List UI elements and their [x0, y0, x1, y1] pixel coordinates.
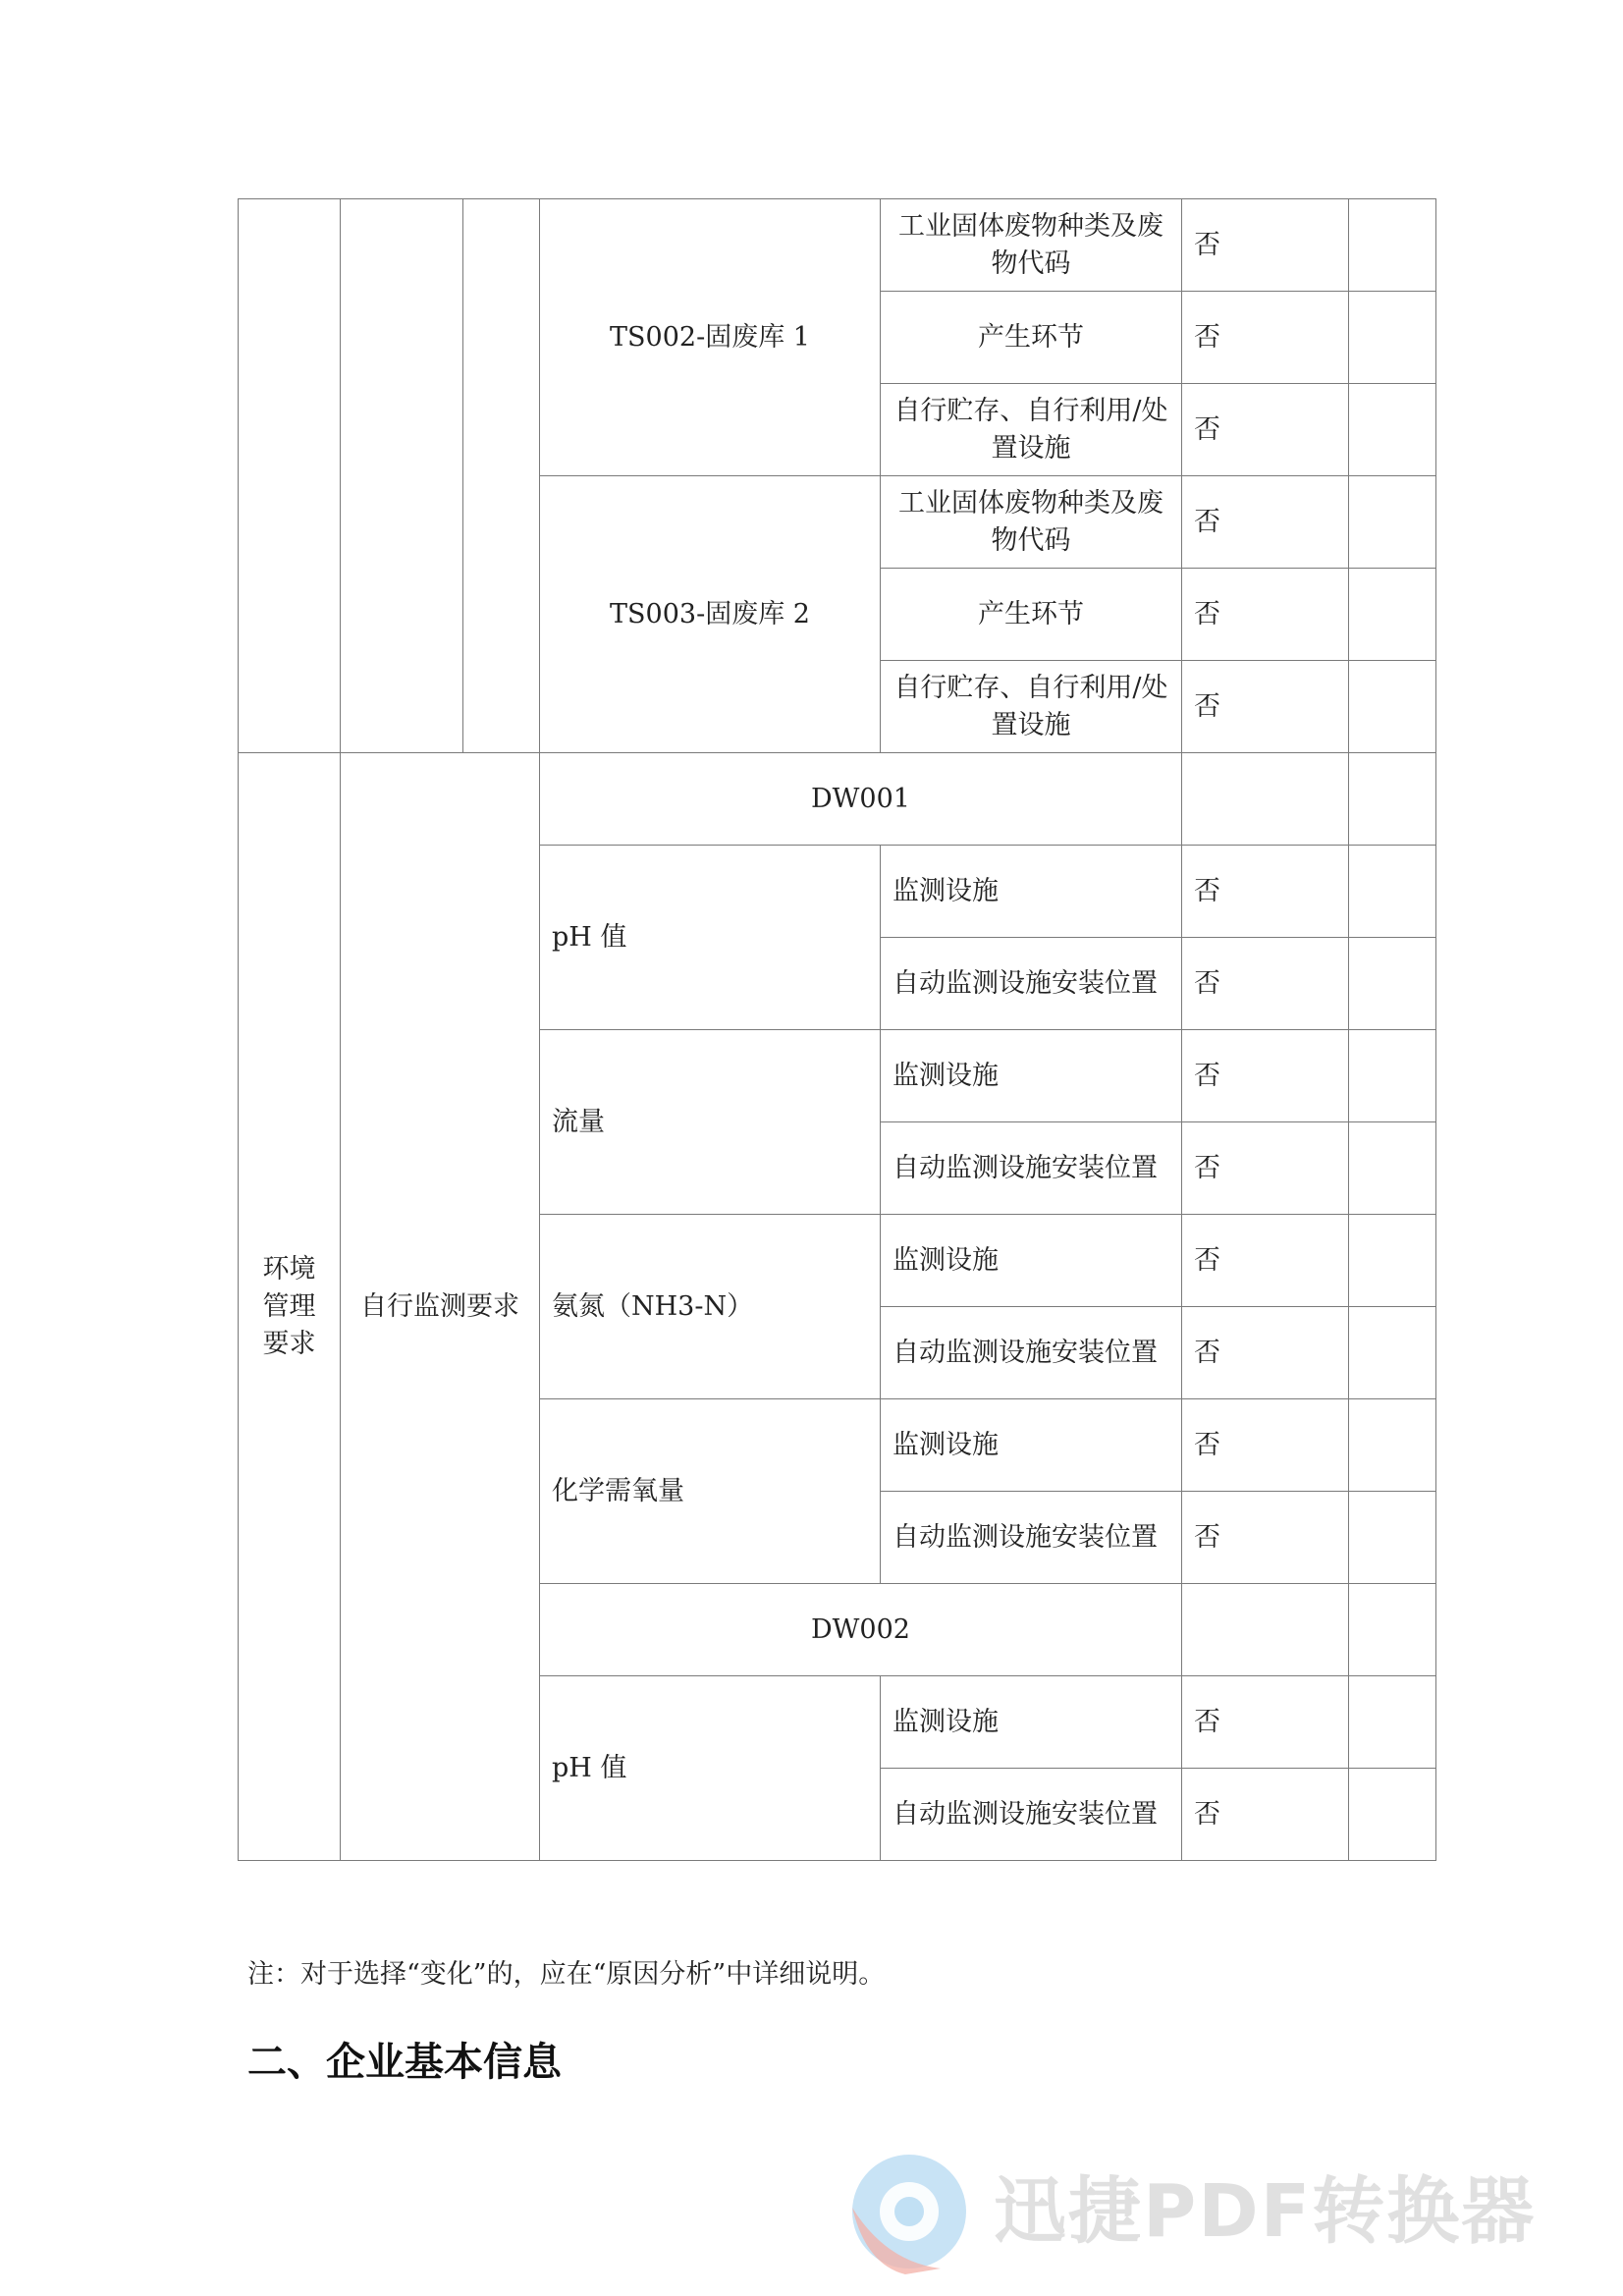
change-value: 否: [1182, 476, 1349, 569]
parameter-name: 流量: [540, 1030, 881, 1215]
parameter-name: 化学需氧量: [540, 1399, 881, 1584]
change-value: 否: [1182, 384, 1349, 476]
change-value: 否: [1182, 1122, 1349, 1215]
empty-cell: [463, 199, 540, 753]
empty-cell: [1349, 1307, 1436, 1399]
empty-cell: [1349, 1122, 1436, 1215]
category-cell: 环境管理要求: [239, 753, 341, 1861]
change-value: 否: [1182, 1030, 1349, 1122]
item-label: 自动监测设施安装位置: [881, 938, 1182, 1030]
change-value: 否: [1182, 846, 1349, 938]
empty-cell: [1349, 1584, 1436, 1676]
parameter-name: pH 值: [540, 846, 881, 1030]
outlet-id: DW001: [540, 753, 1182, 846]
empty-cell: [1349, 1492, 1436, 1584]
outlet-id: DW002: [540, 1584, 1182, 1676]
item-label: 工业固体废物种类及废物代码: [881, 199, 1182, 292]
empty-cell: [1182, 753, 1349, 846]
section-heading: 二、企业基本信息: [247, 2040, 562, 2085]
change-value: 否: [1182, 1769, 1349, 1861]
change-value: 否: [1182, 1676, 1349, 1769]
item-label: 产生环节: [881, 292, 1182, 384]
table-row: [239, 199, 1436, 292]
extra-cell: [1349, 384, 1436, 476]
change-value: 否: [1182, 661, 1349, 753]
extra-cell: [1349, 292, 1436, 384]
item-label: 监测设施: [881, 1676, 1182, 1769]
empty-cell: [1182, 1584, 1349, 1676]
extra-cell: [1349, 476, 1436, 569]
extra-cell: [1349, 661, 1436, 753]
comparison-table: [238, 198, 1436, 1861]
empty-cell: [1349, 1399, 1436, 1492]
change-value: 否: [1182, 938, 1349, 1030]
table-note: 注：对于选择“变化”的，应在“原因分析”中详细说明。: [247, 1959, 886, 1990]
empty-cell: [1349, 1676, 1436, 1769]
item-label: 自动监测设施安装位置: [881, 1492, 1182, 1584]
empty-cell: [1349, 846, 1436, 938]
item-label: 自行贮存、自行利用/处置设施: [881, 384, 1182, 476]
change-value: 否: [1182, 1215, 1349, 1307]
facility-name: TS002-固废库 1: [540, 199, 881, 476]
item-label: 自动监测设施安装位置: [881, 1769, 1182, 1861]
empty-cell: [1349, 1769, 1436, 1861]
item-label: 自行贮存、自行利用/处置设施: [881, 661, 1182, 753]
change-value: 否: [1182, 569, 1349, 661]
empty-cell: [239, 199, 341, 753]
item-label: 监测设施: [881, 1399, 1182, 1492]
watermark-text: 迅捷PDF转换器: [994, 2169, 1537, 2254]
item-label: 自动监测设施安装位置: [881, 1122, 1182, 1215]
change-value: 否: [1182, 292, 1349, 384]
parameter-name: pH 值: [540, 1676, 881, 1861]
watermark: [846, 2149, 1593, 2276]
item-label: 产生环节: [881, 569, 1182, 661]
item-label: 监测设施: [881, 1030, 1182, 1122]
facility-name: TS003-固废库 2: [540, 476, 881, 753]
parameter-name: 氨氮（NH3-N）: [540, 1215, 881, 1399]
item-label: 自动监测设施安装位置: [881, 1307, 1182, 1399]
change-value: 否: [1182, 1307, 1349, 1399]
empty-cell: [1349, 1030, 1436, 1122]
item-label: 监测设施: [881, 1215, 1182, 1307]
empty-cell: [341, 199, 463, 753]
change-value: 否: [1182, 199, 1349, 292]
empty-cell: [1349, 753, 1436, 846]
item-label: 监测设施: [881, 846, 1182, 938]
pdf-converter-logo-icon: [846, 2149, 974, 2276]
empty-cell: [1349, 1215, 1436, 1307]
change-value: 否: [1182, 1492, 1349, 1584]
empty-cell: [1349, 938, 1436, 1030]
extra-cell: [1349, 569, 1436, 661]
table-row: [239, 753, 1436, 846]
subcategory-cell: 自行监测要求: [341, 753, 540, 1861]
extra-cell: [1349, 199, 1436, 292]
item-label: 工业固体废物种类及废物代码: [881, 476, 1182, 569]
change-value: 否: [1182, 1399, 1349, 1492]
